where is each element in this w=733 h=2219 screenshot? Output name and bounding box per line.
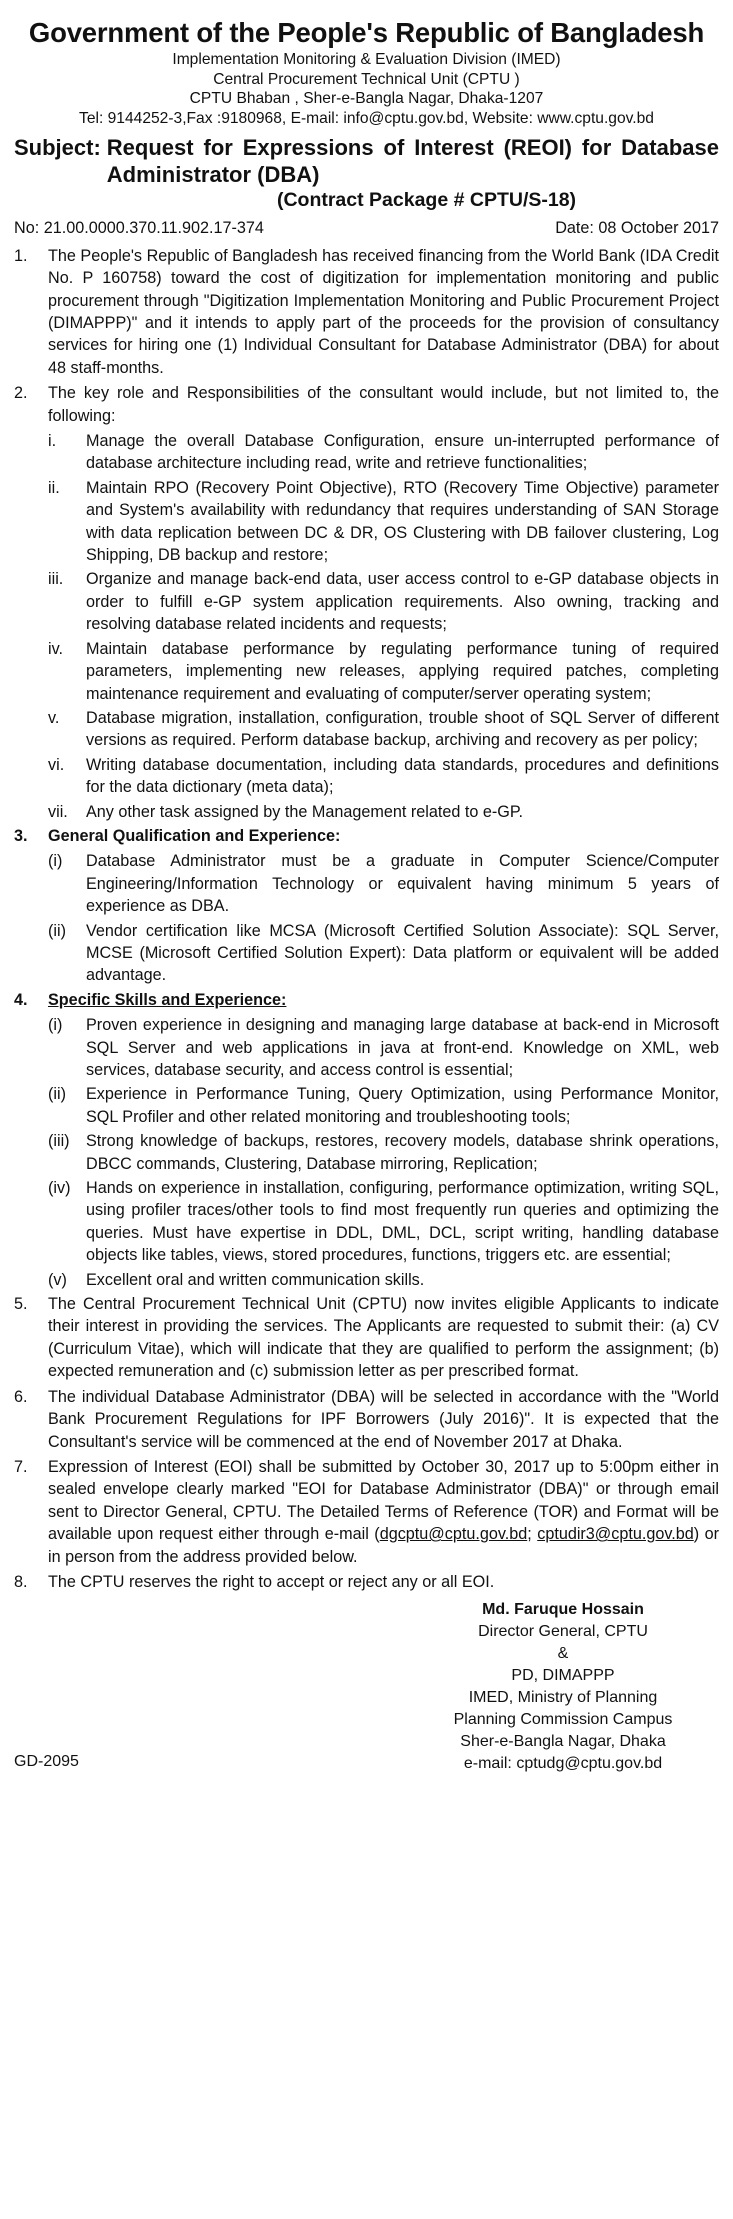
email-link-dg[interactable]: dgcptu@cptu.gov.bd: [379, 1525, 528, 1544]
signatory-campus: Planning Commission Campus: [453, 1711, 673, 1729]
responsibility-item: [48, 754, 719, 799]
paragraph-5: [14, 1293, 719, 1383]
paragraph-4: [14, 989, 719, 1011]
skill-item: [48, 1177, 719, 1267]
eoi-submission-text: Expression of Interest (EOI) shall be submitted by October 30, 2017 up to 5:00pm either in sealed envelope clearly marked "EOI for Database Administrator (DBA)" or through email sent to Director General, CPTU. The Detailed Terms of Reference (TOR) and Format will be available upon request either through e-mail (: [48, 1457, 719, 1544]
government-title: Government of the People's Republic of Bangladesh: [28, 17, 705, 48]
contract-package: (Contract Package # CPTU/S-18): [276, 189, 577, 212]
paragraph-number: 6.: [14, 1387, 28, 1406]
item-text: Strong knowledge of backups, restores, recovery models, database shrink operations, DBCC commands, Clustering, Database mirroring, Replication;: [86, 1132, 719, 1173]
paragraph-1: [14, 245, 719, 379]
signature-block: [413, 1599, 713, 1775]
item-number: (v): [48, 1270, 67, 1289]
eoi-submission-text-end: ) or in person from the address provided below.: [48, 1525, 720, 1566]
item-number: (ii): [48, 1085, 66, 1104]
email-link-dir3[interactable]: cptudir3@cptu.gov.bd: [537, 1525, 694, 1544]
reference-row: [14, 217, 719, 239]
responsibility-item: [48, 430, 719, 475]
footer-code: GD-2095: [14, 1752, 79, 1770]
item-text: Proven experience in designing and managing large database at back-end in Microsoft SQL Server and web applications in java at front-end. Knowledge on XML, web services, database security, and access control is essential;: [86, 1016, 719, 1079]
paragraph-number: 8.: [14, 1572, 28, 1591]
item-number: (i): [48, 852, 63, 871]
paragraph-text: The Central Procurement Technical Unit (CPTU) now invites eligible Applicants to indicate their interest in providing the services. The Applicants are requested to submit their: (a) CV (Curriculum Vitae), which will indicate that they are qualified to perform the assignment; (b) expected remuneration and (c) submission letter as per prescribed format.: [48, 1295, 719, 1381]
skill-item: [48, 1083, 719, 1128]
paragraph-number: 7.: [14, 1457, 28, 1476]
signatory-email: e-mail: cptudg@cptu.gov.bd: [463, 1755, 663, 1773]
paragraph-text: The People's Republic of Bangladesh has received financing from the World Bank (IDA Credit No. P 160758) toward the cost of digitization for implementation monitoring and public procurement through "Digitization Implementation Monitoring and Public Procurement Project (DIMAPPP)" and it intends to apply part of the proceeds for the provision of consultancy services for hiring one (1) Individual Consultant for Database Administrator (DBA) for about 48 staff-months.: [48, 246, 719, 377]
paragraph-number: 3.: [14, 826, 28, 845]
signatory-pd: PD, DIMAPPP: [511, 1667, 615, 1685]
paragraph-text: The CPTU reserves the right to accept or reject any or all EOI.: [48, 1572, 495, 1591]
paragraph-8: [14, 1571, 719, 1593]
paragraph-text: The individual Database Administrator (DBA) will be selected in accordance with the "World Bank Procurement Regulations for IPF Borrowers (July 2016)". It is expected that the Consultant's service will be commenced at the end of November 2017 at Dhaka.: [48, 1387, 719, 1451]
item-text: Database migration, installation, configuration, trouble shoot of SQL Server of different versions as required. Perform database backup, archiving and recovery as per policy;: [86, 708, 719, 750]
item-number: iii.: [48, 570, 64, 589]
paragraph-2: [14, 382, 719, 427]
responsibility-item: [48, 707, 719, 752]
item-text: Maintain database performance by regulating performance tuning of required parameters, implementing new releases, applying required patches, completing maintenance requirement and evaluating of computer/server operating system;: [86, 639, 719, 703]
item-text: Excellent oral and written communication skills.: [86, 1270, 425, 1289]
address-line: CPTU Bhaban , Sher-e-Bangla Nagar, Dhaka-1207: [189, 90, 544, 108]
responsibility-item: [48, 801, 719, 823]
signatory-address: Sher-e-Bangla Nagar, Dhaka: [460, 1733, 666, 1751]
responsibility-item: [48, 568, 719, 635]
item-text: Organize and manage back-end data, user access control to e-GP database objects in order to fulfill e-GP system application requirements. Also owning, tracking and resolving database related incidents and requests;: [86, 570, 719, 634]
division-line: Implementation Monitoring & Evaluation Division (IMED): [172, 51, 561, 68]
section-heading: Specific Skills and Experience:: [48, 990, 287, 1009]
subject-text: Request for Expressions of Interest (REOI) for Database Administrator (DBA): [106, 135, 719, 188]
item-text: Maintain RPO (Recovery Point Objective), RTO (Recovery Time Objective) parameter and System's availability with redundancy that requires understanding of SAN Storage with data replication between DC & DR, OS Clustering with DB failover clustering, Log Shipping, DB backup and restore;: [86, 478, 719, 565]
memo-date: Date: 08 October 2017: [555, 219, 719, 238]
signatory-title: Director General, CPTU: [478, 1623, 648, 1641]
item-number: iv.: [48, 639, 63, 658]
subject-heading: [14, 134, 719, 188]
item-number: (ii): [48, 921, 66, 940]
item-text: Hands on experience in installation, configuring, performance optimization, writing SQL, using profiler traces/other tools to find most frequently run queries and optimizing the queries. Must have expertise in DDL, DML, DCL, script writing, handling database objects like tables, views, stored procedures, functions, triggers etc. are essential;: [86, 1179, 719, 1265]
item-number: (i): [48, 1016, 63, 1035]
item-text: Manage the overall Database Configuration, ensure un-interrupted performance of database architecture including read, write and retrieve functionalities;: [86, 432, 719, 473]
section-heading: General Qualification and Experience:: [48, 826, 341, 845]
paragraph-number: 1.: [14, 246, 28, 265]
item-number: vii.: [48, 802, 68, 821]
signatory-ampersand: &: [557, 1645, 569, 1663]
paragraph-text: The key role and Responsibilities of the consultant would include, but not limited to, the following:: [48, 384, 719, 425]
signatory-name: Md. Faruque Hossain: [482, 1601, 644, 1619]
skill-item: [48, 1269, 719, 1291]
item-text: Database Administrator must be a graduate in Computer Science/Computer Engineering/Information Technology or equivalent having minimum 5 years of experience as DBA.: [86, 852, 719, 916]
paragraph-number: 2.: [14, 384, 28, 403]
responsibility-item: [48, 477, 719, 567]
item-text: Writing database documentation, including data standards, procedures and definitions for the data dictionary (meta data);: [86, 755, 719, 797]
item-text: Any other task assigned by the Management related to e-GP.: [86, 802, 524, 821]
item-number: i.: [48, 432, 57, 451]
qualification-item: [48, 920, 719, 987]
letterhead: [14, 16, 719, 128]
paragraph-3: [14, 825, 719, 847]
paragraph-number: 5.: [14, 1295, 28, 1314]
memo-number: No: 21.00.0000.370.11.902.17-374: [14, 219, 264, 238]
responsibility-item: [48, 638, 719, 705]
item-number: (iv): [48, 1179, 71, 1198]
paragraph-text: [48, 1456, 719, 1568]
paragraph-number: 4.: [14, 990, 28, 1009]
skill-item: [48, 1014, 719, 1081]
email-separator: ;: [527, 1525, 538, 1544]
item-number: vi.: [48, 755, 65, 774]
item-number: (iii): [48, 1132, 70, 1151]
unit-line: Central Procurement Technical Unit (CPTU ): [213, 70, 520, 88]
signature-row: [14, 1599, 719, 1775]
qualification-item: [48, 850, 719, 917]
skill-item: [48, 1130, 719, 1175]
item-text: Experience in Performance Tuning, Query Optimization, using Performance Monitor, SQL Profiler and other related monitoring and troubleshooting tools;: [86, 1085, 719, 1126]
item-text: Vendor certification like MCSA (Microsoft Certified Solution Associate): SQL Server, MCSE (Microsoft Certified Solution Expert): Data platform or equivalent will be added advantage.: [86, 921, 719, 985]
paragraph-7: [14, 1456, 719, 1568]
contact-line: Tel: 9144252-3,Fax :9180968, E-mail: info@cptu.gov.bd, Website: www.cptu.gov.bd: [79, 109, 654, 127]
item-number: v.: [48, 708, 60, 727]
subject-label: Subject:: [14, 135, 101, 161]
paragraph-6: [14, 1386, 719, 1453]
item-number: ii.: [48, 478, 60, 497]
signatory-ministry: IMED, Ministry of Planning: [468, 1689, 658, 1707]
